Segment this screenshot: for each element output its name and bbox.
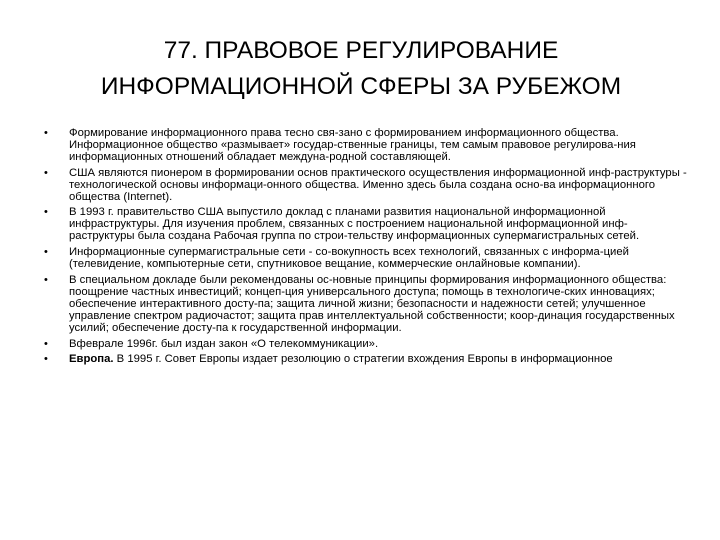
bullet-dot: • [44,273,48,286]
bullet-text: В специальном докладе были рекомендованы ос-новные принципы формирования информационного общества: поощрение частных инвестиций; концеп-ция универсального доступа; помощь в технологиче-ских инновациях; обеспечение интерактивного досту-па; защита личной жизни; безопасности и надежности сетей; улучшенное управление спектром радиочастот; защита прав интеллектуальной собственности; коор-динация государственных усилий; обеспечение досту-па к государственной информации. [69,273,675,334]
bullet-text: В 1993 г. правительство США выпустило доклад с планами развития национальной информационной инфраструктуры. Для изучения проблем, связанных с построением национальной информационной инф-раструктуры была создана Рабочая группа по строи-тельству информационных супермагистральных сетей. [69,206,640,243]
bullet-item [44,247,692,271]
bullet-text: Формирование информационного права тесно свя-зано с формированием информационного общества. Информационное общество «размывает» государ-ственные границы, тем самым правовое регулирова-ния информационных отношений обладает междуна-родной составляющей. [69,127,636,163]
bullet-item [44,354,692,366]
title-line-1: 77. ПРАВОВОЕ РЕГУЛИРОВАНИЕ [163,37,559,64]
title-line-2: ИНФОРМАЦИОННОЙ СФЕРЫ ЗА РУБЕЖОМ [100,73,622,100]
bullet-list [44,128,692,366]
bullet-item [44,207,692,243]
bullet-item [44,168,692,204]
bullet-dot: • [44,337,48,350]
bullet-text: В 1995 г. Совет Европы издает резолюцию о стратегии вхождения Европы в информационное [113,353,613,366]
slide-title [36,33,686,105]
bullet-dot: • [44,166,48,179]
bullet-dot: • [44,246,48,259]
bullet-item [44,275,692,335]
bullet-dot: • [44,127,48,139]
bullet-text: Вфеврале 1996г. был издан закон «О телекоммуникации». [69,337,379,350]
bullet-dot: • [44,353,48,366]
bullet-item [44,128,692,164]
bullet-text: США являются пионером в формировании основ практического осуществления информационной инф-раструктуры - технологической основы информаци-онного общества. Именно здесь была создана осно-ва информационного общества (Internet). [69,166,687,203]
bullet-text: Информационные супермагистральные сети - со-вокупность всех технологий, связанных с информа-цией (телевидение, компьютерные сети, спутниковое вещание, коммерческие онлайновые компании). [69,246,629,271]
bullet-item [44,339,692,351]
bullet-strong-label: Европа. [69,353,114,366]
bullet-dot: • [44,206,48,219]
